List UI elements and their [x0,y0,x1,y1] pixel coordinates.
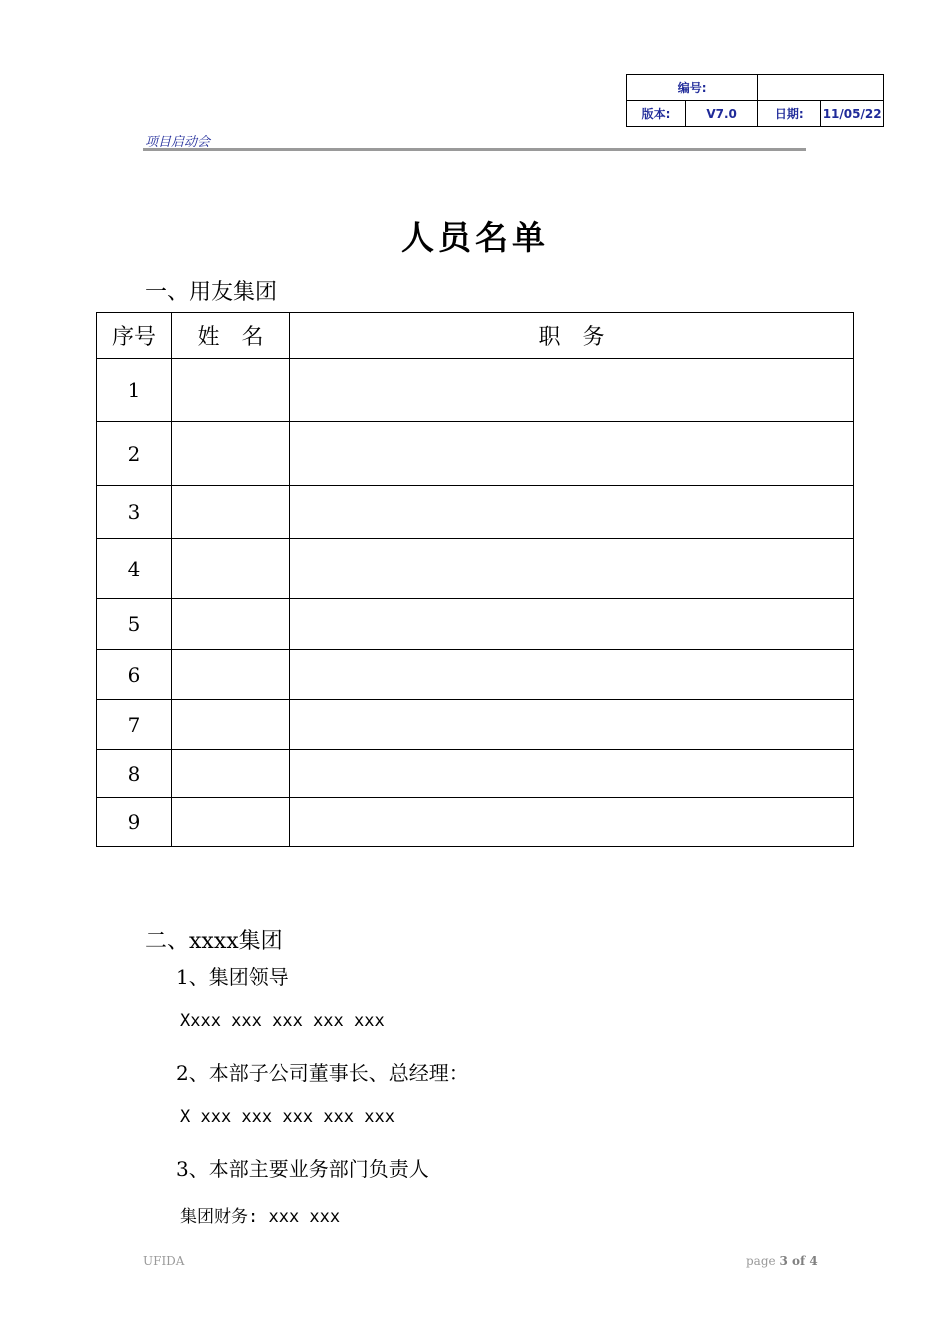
subsidiary-heads-heading: 2、本部子公司董事长、总经理： [176,1061,469,1085]
page-of: of [787,1254,810,1268]
page-prefix: page [746,1254,780,1268]
row-number: 5 [97,599,172,650]
version-value: V7.0 [686,101,758,127]
row-position-cell[interactable] [290,798,854,847]
page-title: 人员名单 [401,218,549,257]
row-number: 4 [97,539,172,599]
header-divider [143,148,806,151]
header-doc-title: 项目启动会 [145,135,211,150]
group-leaders-names: Xxxx xxx xxx xxx xxx [180,1011,385,1031]
row-position-cell[interactable] [290,750,854,798]
footer-company: UFIDA [143,1254,185,1268]
section2-heading: 二、xxxx集团 [145,929,283,954]
row-number: 7 [97,700,172,750]
table-row [97,486,854,539]
table-row [97,650,854,700]
roster-table [96,312,854,847]
row-position-cell[interactable] [290,650,854,700]
row-name-cell[interactable] [172,422,290,486]
row-name-cell[interactable] [172,359,290,422]
row-position-cell[interactable] [290,539,854,599]
row-number: 1 [97,359,172,422]
date-label: 日期: [758,101,821,127]
column-header-name: 姓 名 [172,313,290,359]
department-heads-heading: 3、本部主要业务部门负责人 [176,1157,429,1181]
document-meta-box [626,74,884,127]
column-header-no: 序号 [97,313,172,359]
row-number: 6 [97,650,172,700]
row-name-cell[interactable] [172,539,290,599]
group-leaders-heading: 1、集团领导 [176,965,289,989]
date-value: 11/05/22 [821,101,884,127]
table-row [97,422,854,486]
row-name-cell[interactable] [172,650,290,700]
row-position-cell[interactable] [290,422,854,486]
row-position-cell[interactable] [290,700,854,750]
table-row [97,750,854,798]
number-value [758,75,884,101]
row-position-cell[interactable] [290,486,854,539]
row-position-cell[interactable] [290,599,854,650]
table-row [97,359,854,422]
row-number: 9 [97,798,172,847]
subsidiary-heads-names: X xxx xxx xxx xxx xxx [180,1107,395,1127]
table-row [97,599,854,650]
row-number: 8 [97,750,172,798]
page-total: 4 [809,1254,818,1268]
table-row [97,700,854,750]
department-heads-names: 集团财务: xxx xxx [180,1207,341,1227]
table-row [97,798,854,847]
row-name-cell[interactable] [172,798,290,847]
number-label: 编号: [627,75,758,101]
column-header-position: 职 务 [290,313,854,359]
footer-page-number [746,1254,818,1268]
version-label: 版本: [627,101,686,127]
table-row [97,539,854,599]
row-number: 2 [97,422,172,486]
row-name-cell[interactable] [172,700,290,750]
section1-heading: 一、用友集团 [145,280,278,305]
row-name-cell[interactable] [172,750,290,798]
row-number: 3 [97,486,172,539]
row-position-cell[interactable] [290,359,854,422]
table-header-row [97,313,854,359]
page-current: 3 [779,1254,788,1268]
row-name-cell[interactable] [172,486,290,539]
row-name-cell[interactable] [172,599,290,650]
